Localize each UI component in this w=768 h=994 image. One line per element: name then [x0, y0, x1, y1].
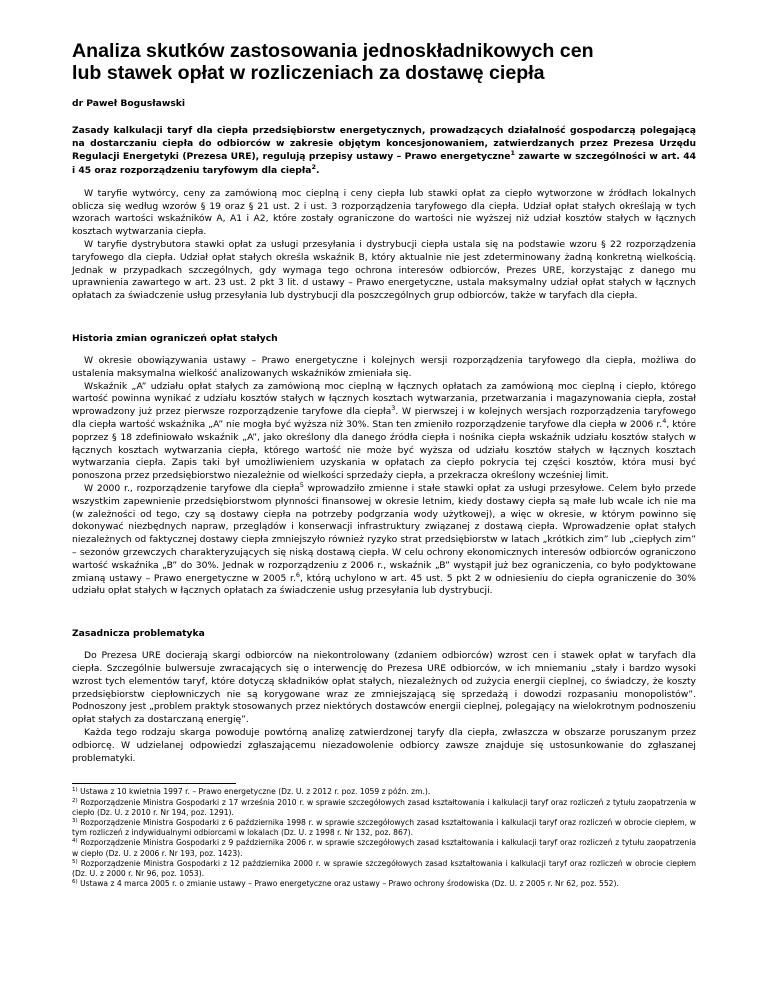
history-paragraph-1: W okresie obowiązywania ustawy – Prawo energetyczne i kolejnych wersji rozporządzenia taryfowego dla ciepła, możliwa do ustalenia maksymalna wielkość analizowanych wskaźników zmieniała się.	[72, 354, 696, 379]
footnote-6: $^{6)}$ Ustawa z 4 marca 2005 r. o zmianie ustawy – Prawo energetyczne oraz ustawy – Prawo ochrony środowiska (Dz. U. z 2005 r. Nr 62, poz. 552).	[72, 879, 619, 889]
footnote-1: $^{1)}$ Ustawa z 10 kwietnia 1997 r. – Prawo energetyczne (Dz. U. z 2012 r. poz. 1059 z późn. zm.).	[72, 787, 431, 797]
problems-paragraph-2: Każda tego rodzaju skarga powoduje powtórną analizę zatwierdzonej taryfy dla ciepła, zwłaszcza w obszarze poruszanym przez odbiorcę. W udzielanej odpowiedzi zgłaszającemu niezadowolenie odbiorcy zawsze znajduje się ustosunkowanie do zgłaszanej problematyki.	[72, 726, 696, 764]
history-paragraph-3: W 2000 r., rozporządzenie taryfowe dla ciepła$^5$ wprowadziło zmienne i stałe stawki opłat za usługi przesyłowe. Celem było przede wszystkim zapewnienie przedsiębiorstwom płynności finansowej w okresie letnim, kiedy dostawy ciepła są małe lub wcale ich nie ma (w zależności od tego, czy są dostawy ciepła na potrzeby podgrzania wody użytkowej), a więc w okresie, w którym powinno się dokonywać niezbędnych napraw, przeglądów i konserwacji infrastruktury związanej z dostawą ciepła. Wprowadzenie opłat stałych niezależnych od faktycznej dostawy ciepła zmniejszyło również ryzyko strat przedsiębiorstw w latach „krótkich zim” lub „ciepłych zim” – sezonów grzewczych charakteryzujących się niską dostawą ciepła. W celu ochrony ekonomicznych interesów odbiorców ograniczono wartość wskaźnika „B” do 30%. Jednak w rozporządzeniu z 2006 r., wskaźnik „B” wystąpił już bez ograniczenia, co było podyktowane zmianą ustawy – Prawo energetyczne w 2005 r.$^6$, którą uchylono w art. 45 ust. 5 pkt 2 w odniesieniu do ciepła ograniczenie do 30% udziału opłat stałych w łącznych opłatach za świadczenie usług przesyłania lub dystrybucji.	[72, 480, 696, 597]
section-heading-history: Historia zmian ograniczeń opłat stałych	[72, 332, 278, 344]
footnote-ref-2: 2	[311, 162, 316, 171]
footnote-ref-4: 4	[662, 416, 667, 425]
footnote-ref-3: 3	[391, 404, 396, 413]
footnote-separator	[72, 783, 236, 784]
document-page	[72, 40, 696, 889]
intro-paragraph-2: W taryfie dystrybutora stawki opłat za usługi przesyłania i dystrybucji ciepła ustala się na podstawie wzoru § 22 rozporządzenia taryfowego dla ciepła. Udział opłat stałych określa wskaźnik B, który aktualnie nie jest zdeterminowany żadną konkretną wielkością. Jednak w przypadkach szczególnych, gdy wymaga tego ochrona interesów odbiorców, Prezes URE, korzystając z danego mu uprawnienia zawartego w art. 23 ust. 2 pkt 3 lit. d ustawy – Prawo energetyczne, ustala maksymalny udział opłat stałych w łącznych opłatach za świadczenie usług przesyłania lub dystrybucji dla poszczególnych grup odbiorców, także w taryfach dla ciepła.	[72, 239, 696, 302]
problems-paragraph-1: Do Prezesa URE docierają skargi odbiorców na niekontrolowany (zdaniem odbiorców) wzrost cen i stawek opłat w taryfach dla ciepła. Szczególnie bulwersuje zwracających się o interwencję do Prezesa URE odbiorców, w ich mniemaniu „stały i bardzo wysoki wzrost tych elementów taryf, które dotyczą składników opłat stałych, niezależnych od zużycia energii cieplnej, co świadczy, że koszty przedsiębiorstw ciepłowniczych nie są korygowane wraz ze zmniejszającą się sprzedażą i dowodzi rozpasaniu monopolistów”. Podnoszony jest „problem praktyk stosowanych przez niektórych dostawców energii cieplnej, polegający na wielokrotnym podnoszeniu opłat stałych za dostarczaną energię”.	[72, 650, 696, 726]
intro-section	[72, 188, 696, 303]
footnotes	[72, 787, 696, 889]
history-section	[72, 355, 696, 598]
footnote-ref-1: 1	[510, 149, 516, 158]
footnote-5: $^{5)}$ Rozporządzenie Ministra Gospodarki z 12 października 2000 r. w sprawie szczegółowych zasad kształtowania i kalkulacji taryf oraz rozliczeń w obrocie ciepłem (Dz. U. z 2000 r. Nr 96, poz. 1053).	[72, 858, 696, 878]
document-title	[72, 40, 696, 84]
footnote-ref-5: 5	[299, 480, 304, 489]
footnote-ref-6: 6	[295, 570, 301, 579]
author-name: dr Paweł Bogusławski	[72, 98, 186, 109]
intro-paragraph-1: W taryfie wytwórcy, ceny za zamówioną moc cieplną i ceny ciepła lub stawki opłat za ciepło wytworzone w źródłach lokalnych oblicza się według wzorów § 19 oraz § 21 ust. 2 i ust. 3 rozporządzenia taryfowego dla ciepła. Udział opłat stałych określają w tych wzorach wartości wskaźników A, A1 i A2, które zostały ograniczone do wartości nie wyższej niż udział kosztów stałych w łącznych kosztach wytwarzania ciepła.	[72, 187, 696, 238]
title-line-2: lub stawek opłat w rozliczeniach za dostawę ciepła	[72, 62, 545, 84]
footnote-3: $^{3)}$ Rozporządzenie Ministra Gospodarki z 6 października 1998 r. w sprawie szczegółowych zasad kształtowania i kalkulacji taryf oraz rozliczeń w obrocie ciepłem, w tym rozliczeń z indywidualnymi odbiorcami w lokalach (Dz. U. z 1998 r. Nr 132, poz. 867).	[72, 817, 696, 838]
section-heading-problems: Zasadnicza problematyka	[72, 628, 205, 640]
footnote-4: $^{4)}$ Rozporządzenie Ministra Gospodarki z 9 października 2006 r. w sprawie szczegółowych zasad kształtowania i kalkulacji taryf oraz rozliczeń z tytułu zaopatrzenia w ciepło (Dz. U. z 2006 r. Nr 193, poz. 1423).	[72, 838, 697, 858]
history-paragraph-2: Wskaźnik „A” udziału opłat stałych za zamówioną moc cieplną w łącznych opłatach za zamówioną moc cieplną i ciepło, którego wartość powinna wynikać z udziału kosztów stałych w łącznych kosztach wytwarzania, przetwarzania i magazynowania ciepła, został wprowadzony już przez pierwsze rozporządzenie taryfowe dla ciepła$^3$. W pierwszej i w kolejnych wersjach rozporządzenia taryfowego dla ciepła wartość wskaźnika „A” nie mogła być wyższa niż 30%. Stan ten zmieniło rozporządzenie taryfowe dla ciepła w 2006 r.$^4$, które poprzez § 18 zdefiniowało wskaźnik „A”, jako określony dla danego źródła ciepła i nośnika ciepła wskaźnik udziału kosztów stałych w łącznych kosztach wytwarzania ciepła, którego wartość nie może być wyższa od udziału kosztów stałych w łącznych kosztach wytwarzania ciepła. Zapis taki był umożliwieniem uzyskania w opłatach za ciepło pokrycia tej części kosztów, która musi być ponoszona przez przedsiębiorstwo niezależnie od wielkości sprzedaży ciepła, a przekracza określony wcześniej limit.	[72, 380, 696, 482]
problems-section	[72, 650, 696, 765]
lead-paragraph: Zasady kalkulacji taryf dla ciepła przedsiębiorstw energetycznych, prowadzących działalność gospodarczą polegającą na dostarczaniu ciepła do odbiorców w zakresie objętym koncesjonowaniem, zatwierdzanych przez Prezesa Urzędu Regulacji Energetyki (Prezesa URE), regulują przepisy ustawy – Prawo energetyczne$^1$ zawarte w szczególności w art. 44 i 45 oraz rozporządzeniu taryfowym dla ciepła$^2$.	[72, 125, 696, 176]
footnote-2: $^{2)}$ Rozporządzenie Ministra Gospodarki z 17 września 2010 r. w sprawie szczegółowych zasad kształtowania i kalkulacji taryf oraz rozliczeń z tytułu zaopatrzenia w ciepło (Dz. U. z 2010 r. Nr 194, poz. 1291).	[72, 797, 696, 817]
title-line-1: Analiza skutków zastosowania jednoskładnikowych cen	[72, 40, 594, 62]
